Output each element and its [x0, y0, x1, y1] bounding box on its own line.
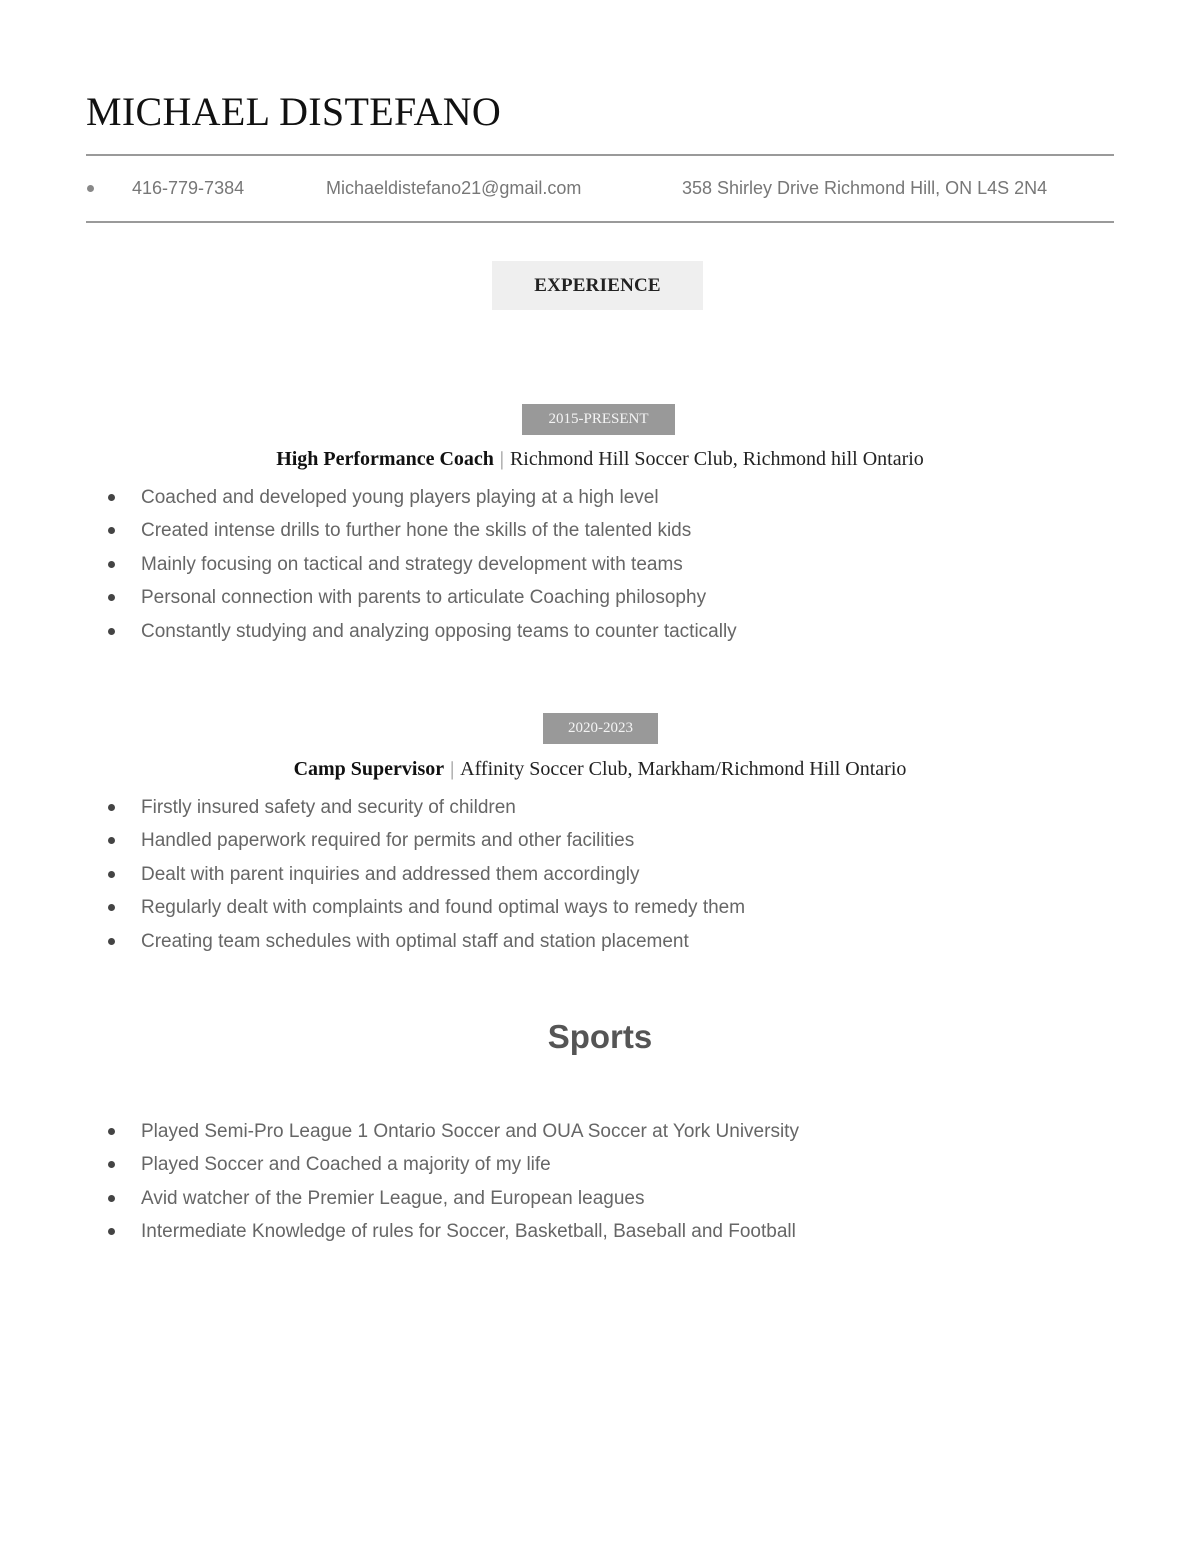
- bullet-icon: [108, 871, 115, 878]
- contact-email: Michaeldistefano21@gmail.com: [326, 178, 582, 198]
- list-item-text: Intermediate Knowledge of rules for Soccer, Basketball, Baseball and Football: [141, 1221, 796, 1243]
- list-item-text: Played Soccer and Coached a majority of my life: [141, 1154, 551, 1176]
- list-item-text: Played Semi-Pro League 1 Ontario Soccer and OUA Soccer at York University: [141, 1121, 799, 1142]
- resume-name: MICHAEL DISTEFANO: [86, 89, 502, 134]
- bullet-icon: [108, 1228, 115, 1235]
- list-item-text: Mainly focusing on tactical and strategy development with teams: [141, 553, 683, 575]
- bullet-icon: [108, 938, 115, 945]
- bullet-icon: [108, 494, 115, 501]
- job-2-role: Camp Supervisor: [293, 758, 445, 780]
- list-item-text: Coached and developed young players playing at a high level: [141, 487, 659, 508]
- list-item-text: Regularly dealt with complaints and found optimal ways to remedy them: [141, 897, 746, 919]
- list-item-text: Avid watcher of the Premier League, and European leagues: [141, 1187, 645, 1209]
- job-2-organization: Affinity Soccer Club, Markham/Richmond Hill Ontario: [460, 758, 907, 780]
- header-top-divider: [86, 154, 1114, 156]
- list-item-text: Handled paperwork required for permits and other facilities: [141, 830, 635, 852]
- job-1-title-line: [0, 446, 1200, 472]
- list-item-text: Creating team schedules with optimal staff and station placement: [141, 930, 689, 952]
- bullet-icon: [108, 804, 115, 811]
- contact-phone: 416-779-7384: [132, 178, 245, 198]
- bullet-icon: [108, 561, 115, 568]
- bullet-icon: [108, 594, 115, 601]
- list-item-text: Firstly insured safety and security of children: [141, 797, 516, 818]
- sports-heading: Sports: [547, 1018, 653, 1055]
- bullet-icon: [108, 837, 115, 844]
- job-2-separator: |: [450, 758, 455, 780]
- contact-bullet-icon: [87, 185, 94, 192]
- job-1-role: High Performance Coach: [276, 448, 494, 470]
- bullet-icon: [108, 1195, 115, 1202]
- list-item-text: Dealt with parent inquiries and addressed them accordingly: [141, 863, 640, 885]
- bullet-icon: [108, 628, 115, 635]
- bullet-icon: [108, 1161, 115, 1168]
- job-1-dates: 2015-PRESENT: [522, 404, 675, 435]
- list-item-text: Constantly studying and analyzing opposing teams to counter tactically: [141, 620, 737, 642]
- job-2-dates: 2020-2023: [543, 713, 658, 744]
- header-bottom-divider: [86, 221, 1114, 223]
- list-item-text: Personal connection with parents to articulate Coaching philosophy: [141, 587, 707, 609]
- job-1-organization: Richmond Hill Soccer Club, Richmond hill Ontario: [509, 448, 924, 470]
- experience-heading: EXPERIENCE: [492, 261, 703, 310]
- bullet-icon: [108, 904, 115, 911]
- bullet-icon: [108, 527, 115, 534]
- list-item-text: Created intense drills to further hone the skills of the talented kids: [141, 520, 692, 542]
- bullet-icon: [108, 1128, 115, 1135]
- job-2-title-line: [0, 756, 1200, 782]
- job-1-separator: |: [499, 448, 504, 470]
- contact-address: 358 Shirley Drive Richmond Hill, ON L4S 2N4: [682, 178, 1048, 198]
